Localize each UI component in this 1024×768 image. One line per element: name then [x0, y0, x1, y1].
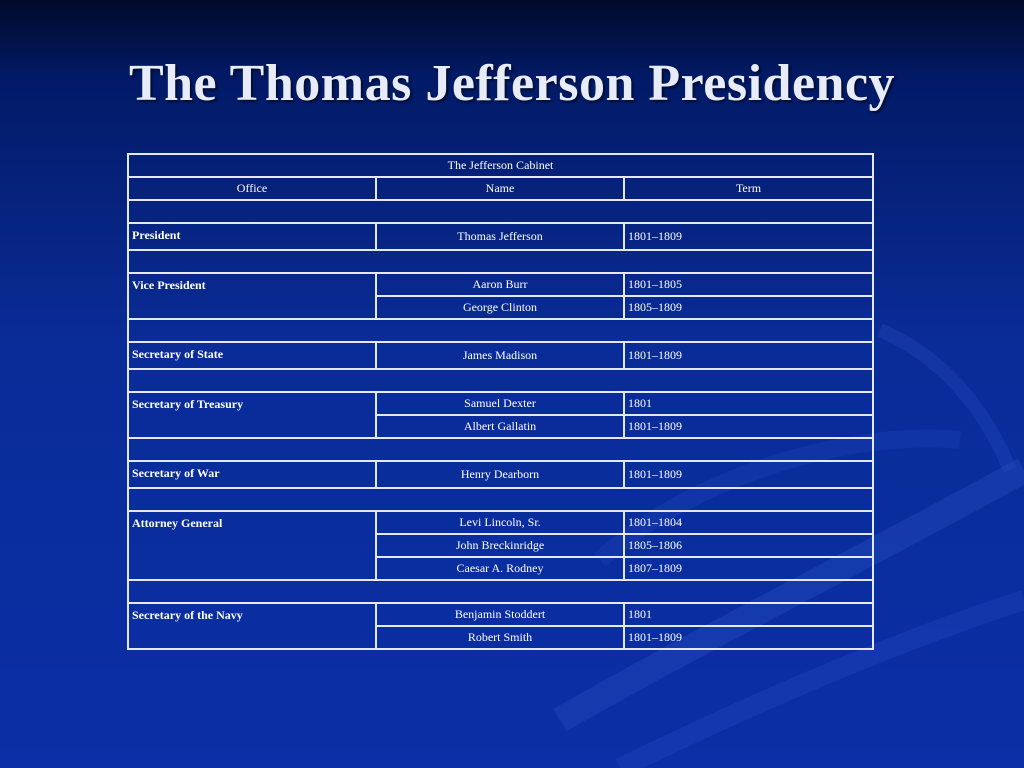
- name-cell: James Madison: [376, 342, 624, 369]
- spacer-cell: [128, 369, 873, 392]
- spacer-row: [128, 250, 873, 273]
- term-cell: 1801: [624, 603, 873, 626]
- column-header-name: Name: [376, 177, 624, 200]
- slide-title: The Thomas Jefferson Presidency: [128, 55, 896, 112]
- term-cell: 1807–1809: [624, 557, 873, 580]
- name-cell: Levi Lincoln, Sr.: [376, 511, 624, 534]
- table-row: [128, 461, 873, 488]
- term-cell: 1805–1806: [624, 534, 873, 557]
- spacer-cell: [128, 200, 873, 223]
- name-cell: Benjamin Stoddert: [376, 603, 624, 626]
- spacer-row: [128, 369, 873, 392]
- spacer-row: [128, 319, 873, 342]
- header-row: [128, 177, 873, 200]
- term-cell: 1805–1809: [624, 296, 873, 319]
- name-cell: Aaron Burr: [376, 273, 624, 296]
- spacer-cell: [128, 250, 873, 273]
- name-cell: Thomas Jefferson: [376, 223, 624, 250]
- name-cell: George Clinton: [376, 296, 624, 319]
- term-cell: 1801–1809: [624, 223, 873, 250]
- table-caption: The Jefferson Cabinet: [128, 154, 873, 177]
- spacer-cell: [128, 488, 873, 511]
- spacer-cell: [128, 580, 873, 603]
- table-row: [128, 603, 873, 626]
- table-body: [128, 200, 873, 649]
- table-row: [128, 223, 873, 250]
- office-cell: Attorney General: [128, 511, 376, 580]
- name-cell: John Breckinridge: [376, 534, 624, 557]
- term-cell: 1801–1809: [624, 415, 873, 438]
- spacer-cell: [128, 438, 873, 461]
- office-cell: Secretary of the Navy: [128, 603, 376, 649]
- table-row: [128, 511, 873, 534]
- office-cell: Secretary of War: [128, 461, 376, 488]
- name-cell: Robert Smith: [376, 626, 624, 649]
- caption-row: [128, 154, 873, 177]
- cabinet-table: [127, 153, 874, 650]
- name-cell: Samuel Dexter: [376, 392, 624, 415]
- term-cell: 1801–1809: [624, 626, 873, 649]
- spacer-row: [128, 580, 873, 603]
- office-cell: President: [128, 223, 376, 250]
- term-cell: 1801–1809: [624, 342, 873, 369]
- table-row: [128, 273, 873, 296]
- office-cell: Secretary of Treasury: [128, 392, 376, 438]
- column-header-term: Term: [624, 177, 873, 200]
- name-cell: Henry Dearborn: [376, 461, 624, 488]
- term-cell: 1801–1805: [624, 273, 873, 296]
- spacer-row: [128, 488, 873, 511]
- office-cell: Vice President: [128, 273, 376, 319]
- spacer-row: [128, 200, 873, 223]
- term-cell: 1801: [624, 392, 873, 415]
- table-row: [128, 392, 873, 415]
- name-cell: Albert Gallatin: [376, 415, 624, 438]
- column-header-office: Office: [128, 177, 376, 200]
- term-cell: 1801–1804: [624, 511, 873, 534]
- office-cell: Secretary of State: [128, 342, 376, 369]
- table-row: [128, 342, 873, 369]
- spacer-cell: [128, 319, 873, 342]
- name-cell: Caesar A. Rodney: [376, 557, 624, 580]
- spacer-row: [128, 438, 873, 461]
- term-cell: 1801–1809: [624, 461, 873, 488]
